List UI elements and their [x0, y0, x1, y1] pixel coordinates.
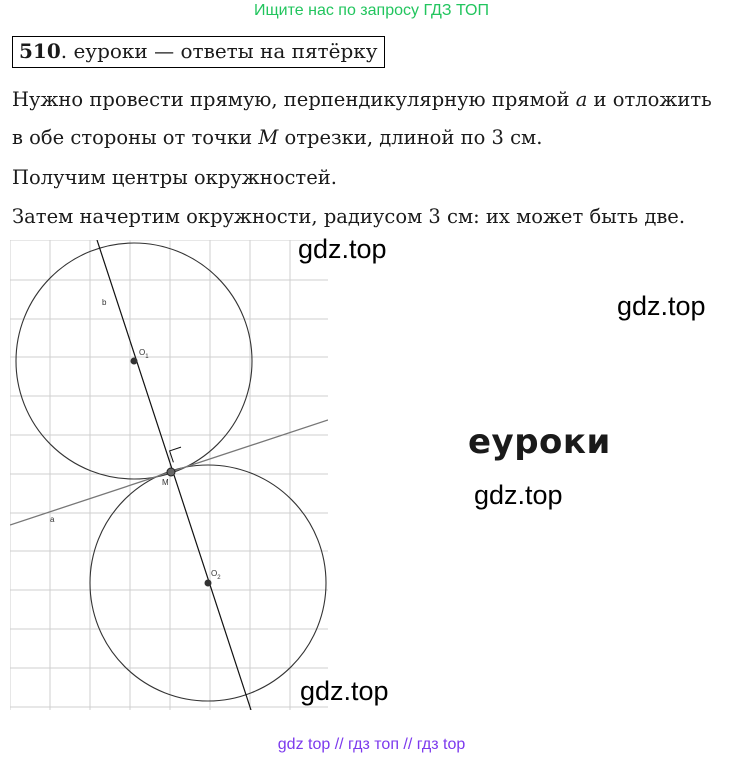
brand-watermark: еуроки — [468, 422, 611, 462]
center-o1 — [131, 358, 138, 365]
label-o1: $O_1$ — [139, 348, 149, 360]
label-o2: $O_2$ — [211, 569, 221, 581]
watermark-1: gdz.top — [298, 234, 387, 264]
right-angle-mark — [170, 447, 181, 462]
center-o2 — [205, 580, 212, 587]
paragraph-1: Нужно провести прямую, перпендикулярную прямой a и отложить — [12, 88, 712, 111]
paragraph-3: Получим центры окружностей. — [12, 166, 337, 189]
var-a: a — [575, 88, 588, 111]
search-hint[interactable]: Ищите нас по запросу ГДЗ ТОП — [254, 2, 489, 19]
watermark-2: gdz.top — [617, 291, 706, 321]
task-number: 510 — [19, 39, 61, 63]
label-a: a — [50, 515, 55, 524]
label-m: M — [162, 478, 169, 487]
paragraph-2: в обе стороны от точки M отрезки, длиной по 3 см. — [12, 126, 543, 149]
point-m — [167, 468, 175, 476]
var-m: M — [258, 126, 279, 149]
watermark-3: gdz.top — [474, 480, 563, 510]
paragraph-4: Затем начертим окружности, радиусом 3 см: их может быть две. — [12, 205, 686, 228]
label-b: b — [102, 298, 107, 307]
footer-links[interactable]: gdz top // гдз топ // гдз top — [277, 736, 466, 753]
task-title: . еуроки — ответы на пятёрку — [60, 39, 378, 63]
task-header — [12, 36, 385, 68]
watermark-4: gdz.top — [300, 676, 389, 706]
geometry-figure — [10, 240, 328, 710]
